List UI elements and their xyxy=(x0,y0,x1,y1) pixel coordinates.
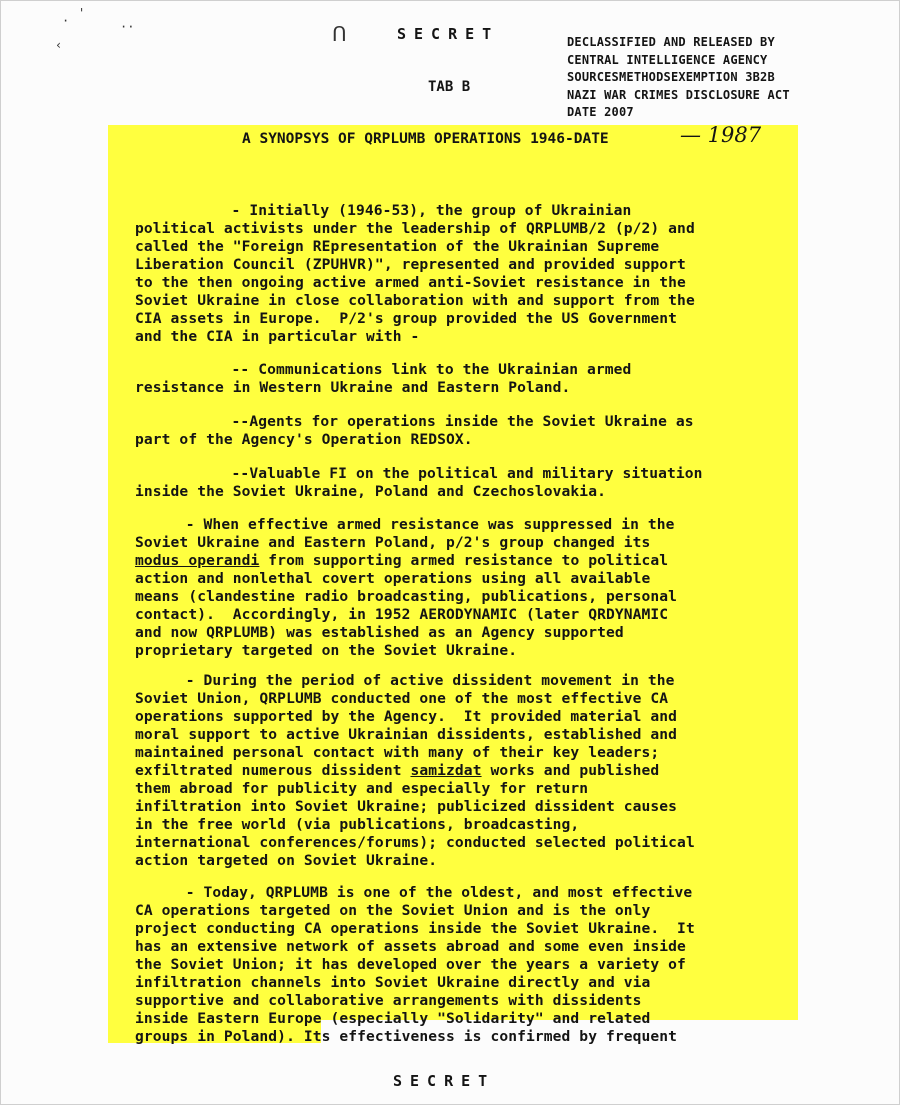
text-line xyxy=(135,762,659,780)
text-line: --Valuable FI on the political and military situation xyxy=(196,465,703,482)
text-line: the Soviet Union; it has developed over the years a variety of xyxy=(135,956,686,973)
text-line: - During the period of active dissident movement in the xyxy=(168,672,675,689)
text-line: -- Communications link to the Ukrainian armed xyxy=(196,361,632,378)
text-line: infiltration into Soviet Ukraine; publicized dissident causes xyxy=(135,798,678,815)
text-line: infiltration channels into Soviet Ukraine directly and via xyxy=(135,974,651,991)
text-line: means (clandestine radio broadcasting, publications, personal xyxy=(135,588,678,605)
text-span: groups in Poland). xyxy=(135,1028,295,1045)
document-title: A SYNOPSYS OF QRPLUMB OPERATIONS 1946-DATE xyxy=(242,131,609,147)
text-span: from supporting armed resistance to political xyxy=(259,552,669,569)
scan-speck: · xyxy=(62,14,70,28)
text-line: Soviet Ukraine in close collaboration with and support from the xyxy=(135,292,695,309)
scan-speck: ‹ xyxy=(55,38,63,52)
text-line: moral support to active Ukrainian dissidents, established and xyxy=(135,726,678,743)
text-line: action targeted on Soviet Ukraine. xyxy=(135,852,438,869)
text-line: CA operations targeted on the Soviet Union and is the only xyxy=(135,902,651,919)
text-line: them abroad for publicity and especially for return xyxy=(135,780,589,797)
text-line: resistance in Western Ukraine and Eastern Poland. xyxy=(135,379,571,396)
text-line: part of the Agency's Operation REDSOX. xyxy=(135,431,473,448)
text-line: action and nonlethal covert operations using all available xyxy=(135,570,651,587)
handwritten-date: — 1987 xyxy=(680,123,762,147)
text-line: - Initially (1946-53), the group of Ukrainian xyxy=(196,202,632,219)
stamp-line: NAZI WAR CRIMES DISCLOSURE ACT xyxy=(567,87,790,102)
text-line: proprietary targeted on the Soviet Ukraine. xyxy=(135,642,518,659)
text-span: exfiltrated numerous dissident xyxy=(135,762,411,779)
text-line xyxy=(135,552,668,570)
text-line: to the then ongoing active armed anti-Soviet resistance in the xyxy=(135,274,686,291)
text-line: in the free world (via publications, broadcasting, xyxy=(135,816,580,833)
text-line: international conferences/forums); conducted selected political xyxy=(135,834,695,851)
text-line: political activists under the leadership of QRPLUMB/2 (p/2) and xyxy=(135,220,695,237)
underlined-word: samizdat xyxy=(410,762,482,779)
text-line xyxy=(135,1028,677,1046)
text-line: - When effective armed resistance was suppressed in the xyxy=(168,516,675,533)
text-line: contact). Accordingly, in 1952 AERODYNAMIC (later QRDYNAMIC xyxy=(135,606,669,623)
text-line: - Today, QRPLUMB is one of the oldest, and most effective xyxy=(168,884,693,901)
text-line: project conducting CA operations inside the Soviet Ukraine. It xyxy=(135,920,695,937)
text-span: works and published xyxy=(481,762,660,779)
stamp-line: SOURCESMETHODSEXEMPTION 3B2B xyxy=(567,70,775,84)
stamp-line: DATE 2007 xyxy=(567,105,634,119)
classification-bottom: SECRET xyxy=(393,1072,496,1090)
text-line: Soviet Union, QRPLUMB conducted one of the most effective CA xyxy=(135,690,669,707)
scan-speck: ' xyxy=(78,6,86,20)
stamp-line: DECLASSIFIED AND RELEASED BY xyxy=(567,35,775,49)
classification-top: SECRET xyxy=(397,25,500,43)
text-line: CIA assets in Europe. P/2's group provided the US Government xyxy=(135,310,678,327)
scan-speck: ·· xyxy=(120,20,135,34)
text-line: inside the Soviet Ukraine, Poland and Czechoslovakia. xyxy=(135,483,606,500)
text-line: called the "Foreign REpresentation of the Ukrainian Supreme xyxy=(135,238,660,255)
scan-mark: ᑎ xyxy=(332,22,347,46)
text-line: has an extensive network of assets abroad and some even inside xyxy=(135,938,686,955)
text-line: and now QRPLUMB) was established as an Agency supported xyxy=(135,624,624,641)
text-span: Its effectiveness is confirmed by frequent xyxy=(294,1028,678,1045)
stamp-line: CENTRAL INTELLIGENCE AGENCY xyxy=(567,52,768,67)
declassification-stamp xyxy=(567,34,790,122)
text-line: --Agents for operations inside the Soviet Ukraine as xyxy=(196,413,694,430)
text-line: operations supported by the Agency. It provided material and xyxy=(135,708,678,725)
text-line: Liberation Council (ZPUHVR)", represented and provided support xyxy=(135,256,686,273)
tab-label: TAB B xyxy=(428,79,471,95)
text-line: supportive and collaborative arrangements with dissidents xyxy=(135,992,642,1009)
text-line: and the CIA in particular with - xyxy=(135,328,420,345)
text-line: maintained personal contact with many of their key leaders; xyxy=(135,744,660,761)
underlined-phrase: modus operandi xyxy=(135,552,260,569)
text-line: Soviet Ukraine and Eastern Poland, p/2's group changed its xyxy=(135,534,651,551)
text-line: inside Eastern Europe (especially "Solidarity" and related xyxy=(135,1010,651,1027)
